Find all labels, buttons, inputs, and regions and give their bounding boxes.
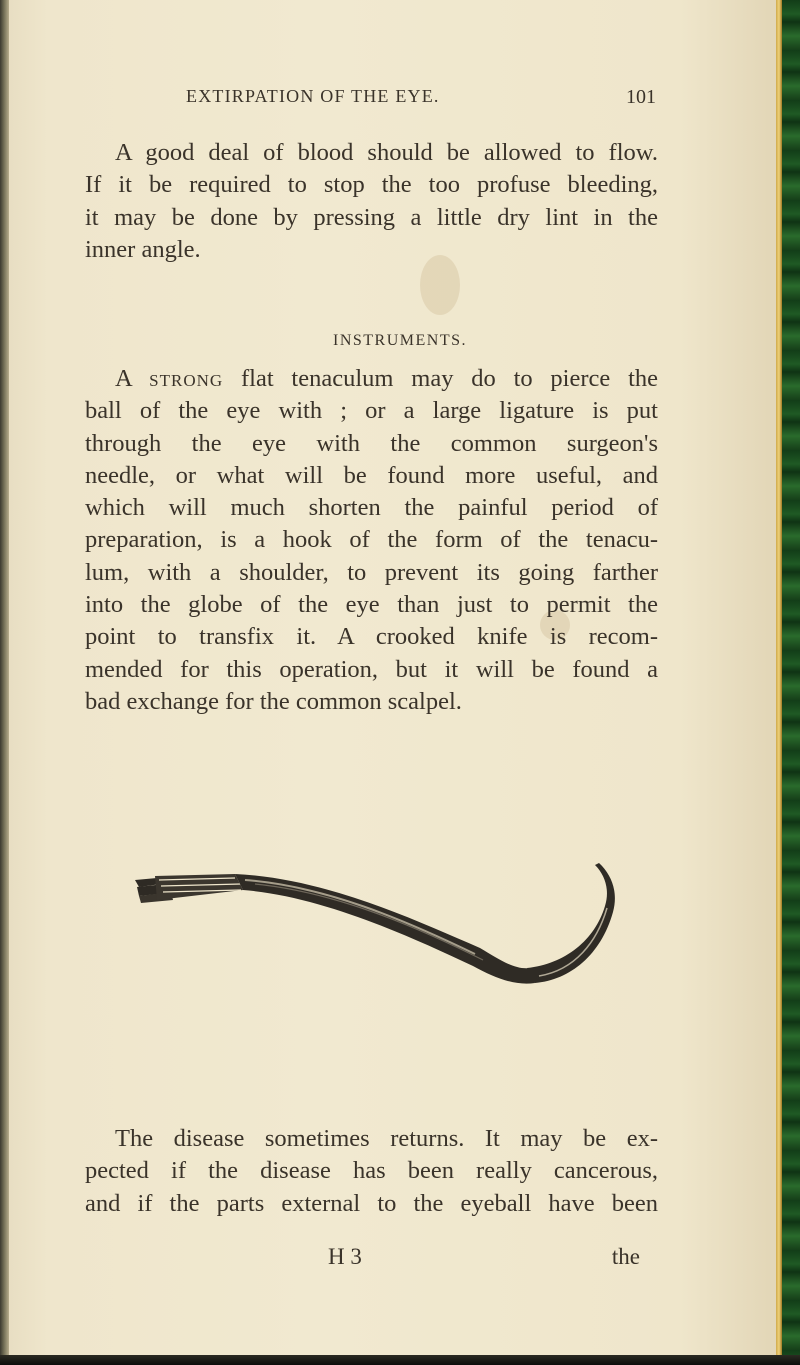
- text-line: [85, 363, 658, 395]
- text-line: mended for this operation, but it will be found a: [85, 655, 658, 683]
- hook-handle: [135, 874, 243, 903]
- page-left-edge: [0, 0, 9, 1365]
- text-line: into the globe of the eye than just to permit the: [85, 591, 658, 619]
- hook-drawing: [95, 860, 655, 1010]
- text-line: The disease sometimes returns. It may be ex-: [115, 1125, 658, 1152]
- text-line: lum, with a shoulder, to prevent its going farther: [85, 558, 658, 586]
- text-line: which will much shorten the painful period of: [85, 494, 658, 522]
- first-line-rest: flat tenaculum may do to pierce the: [240, 365, 659, 392]
- tenaculum-hook-illustration: [95, 860, 655, 1010]
- text-line: through the eye with the common surgeon's: [85, 429, 658, 457]
- hook-shaft: [235, 874, 535, 984]
- paragraph-blood-flow: [85, 137, 658, 266]
- page-footer: [328, 1244, 640, 1276]
- text-line: point to transfix it. A crooked knife is recom-: [85, 623, 658, 651]
- text-line: inner angle.: [85, 235, 201, 263]
- text-line: bad exchange for the common scalpel.: [85, 687, 462, 715]
- page-number: 101: [626, 86, 656, 108]
- running-head: [186, 86, 656, 116]
- signature-mark: H 3: [328, 1244, 362, 1269]
- lead-small-caps: strong: [149, 365, 224, 392]
- catchword: the: [611, 1244, 640, 1269]
- text-line: needle, or what will be found more useful, and: [85, 461, 658, 489]
- running-head-title: EXTIRPATION OF THE EYE.: [186, 86, 440, 106]
- paragraph-recurrence: [85, 1123, 658, 1220]
- text-line: A good deal of blood should be allowed to flow.: [115, 139, 658, 166]
- book-spine-binding: [782, 0, 800, 1365]
- text-line: preparation, is a hook of the form of the tenacu-: [85, 526, 658, 554]
- text-line: If it be required to stop the too profuse bleeding,: [85, 171, 658, 199]
- paragraph-instruments: [85, 363, 658, 718]
- text-line: pected if the disease has been really cancerous,: [85, 1157, 658, 1185]
- section-heading: INSTRUMENTS.: [332, 332, 467, 349]
- text-line: ball of the eye with ; or a large ligature is put: [85, 397, 658, 425]
- text-line: it may be done by pressing a little dry lint in the: [85, 203, 658, 231]
- text-line: and if the parts external to the eyeball have been: [85, 1189, 658, 1217]
- lead-initial: A: [115, 365, 132, 392]
- page-bottom-edge: [0, 1355, 800, 1365]
